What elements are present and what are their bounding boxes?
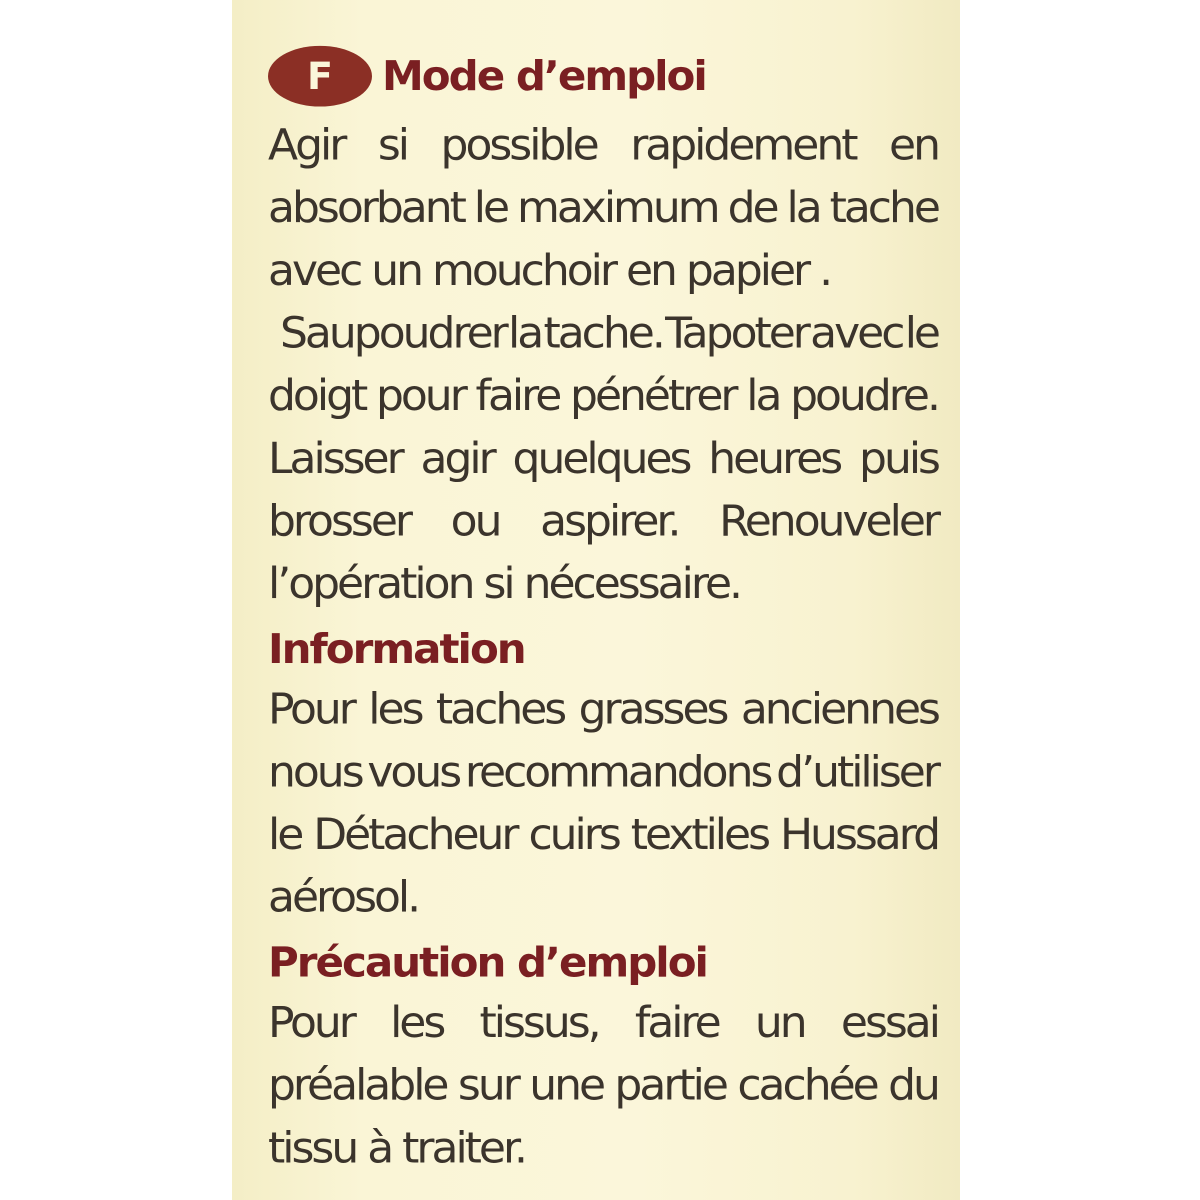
- text-line: brosser ou aspirer. Renouveler: [268, 496, 938, 547]
- text-line: le Détacheur cuirs textiles Hussard: [268, 809, 938, 860]
- text-line: Laisser agir quelques heures puis: [268, 433, 938, 484]
- label-text-block: [268, 38, 938, 1180]
- text-line: aérosol.: [268, 872, 419, 923]
- mode-emploi-heading: Mode d’emploi: [382, 51, 706, 100]
- mode-emploi-header: [268, 38, 938, 114]
- precaution-heading: Précaution d’emploi: [268, 938, 707, 987]
- text-line: préalable sur une partie cachée du: [268, 1060, 938, 1111]
- language-badge-f: [268, 46, 372, 107]
- language-badge-letter: F: [307, 54, 333, 98]
- text-line: l’opération si nécessaire.: [268, 559, 741, 609]
- precaution-text: [268, 992, 938, 1180]
- text-line: doigt pour faire pénétrer la poudre.: [268, 371, 938, 421]
- text-line: tissu à traiter.: [268, 1123, 526, 1174]
- text-line: Pour les taches grasses anciennes: [268, 684, 938, 735]
- text-line: Agir si possible rapidement en: [268, 120, 938, 171]
- information-text: [268, 679, 938, 930]
- text-line: Saupoudrer la tache. Tapoter avec le: [280, 308, 938, 359]
- text-line: nous vous recommandons d’utiliser: [268, 747, 938, 798]
- mode-emploi-text: [268, 114, 938, 615]
- text-line: avec un mouchoir en papier .: [268, 245, 831, 296]
- text-line: Pour les tissus, faire un essai: [268, 997, 938, 1048]
- information-heading: Information: [268, 624, 525, 673]
- text-line: absorbant le maximum de la tache: [268, 182, 938, 233]
